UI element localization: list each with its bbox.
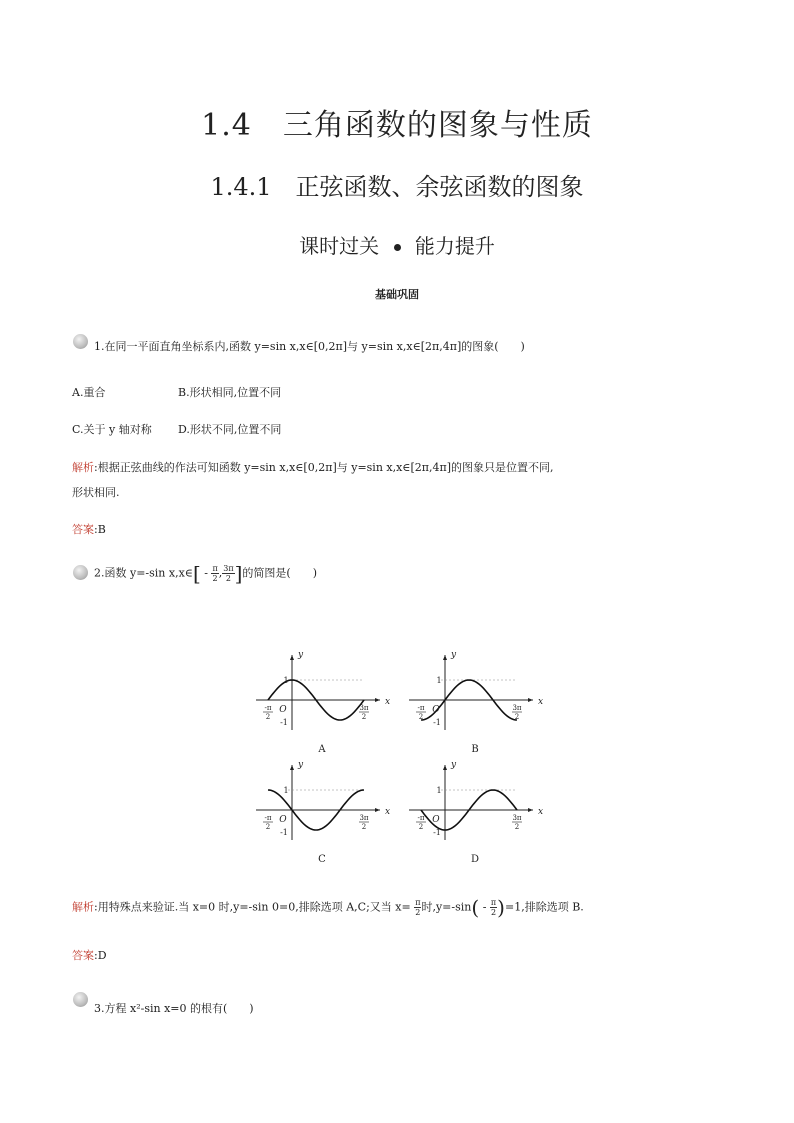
- tick-three-half-pi-num: 3π: [512, 814, 522, 822]
- origin-label: O: [432, 815, 440, 825]
- graph-caption-A: A: [318, 744, 326, 755]
- tick-1: 1: [436, 676, 442, 685]
- option-b: B.形状相同,位置不同: [178, 386, 282, 399]
- subsection-title: 1.4.1 正弦函数、余弦函数的图象: [210, 173, 584, 201]
- bullet-dot: [394, 244, 401, 251]
- tick-three-half-pi-den: 2: [361, 713, 367, 721]
- tick-three-half-pi-den: 2: [361, 823, 367, 831]
- x-label: x: [538, 807, 544, 817]
- fraction: $\frac{\pi}{2}$: [212, 564, 218, 583]
- tick-three-half-pi-num: 3π: [359, 704, 369, 712]
- question-1-text: 1.在同一平面直角坐标系内,函数 y=sin x,x∈[0,2π]与 y=sin x,x∈[2π,4π]的图象( ): [94, 340, 525, 353]
- tick-1: 1: [283, 676, 289, 685]
- question-bullet-icon: [73, 565, 88, 580]
- origin-label: O: [279, 705, 287, 715]
- graph-caption-D: D: [470, 854, 480, 865]
- y-axis-arrow: [443, 655, 447, 660]
- x-axis-arrow: [528, 698, 533, 702]
- y-label: y: [298, 650, 304, 660]
- tick-neg-half-pi-num: -π: [417, 814, 425, 822]
- tick-neg-half-pi-den: 2: [418, 823, 424, 831]
- y-label: y: [451, 650, 457, 660]
- answer-1: 答案:B: [72, 523, 106, 536]
- analysis-1-cont: 形状相同.: [72, 486, 120, 499]
- x-axis-arrow: [375, 698, 380, 702]
- graph-caption-B: B: [471, 744, 479, 755]
- question-bullet-icon: [73, 334, 88, 349]
- y-axis-arrow: [443, 765, 447, 770]
- question-3-text: 3.方程 x²-sin x=0 的根有( ): [94, 1002, 254, 1015]
- option-a: A.重合: [72, 386, 106, 399]
- graph-caption-C: C: [318, 854, 326, 865]
- option-c: C.关于 y 轴对称: [72, 423, 152, 436]
- tick-neg-half-pi-den: 2: [418, 713, 424, 721]
- origin-label: O: [432, 705, 440, 715]
- tick-neg-half-pi-den: 2: [265, 823, 271, 831]
- graph-options: [255, 645, 545, 875]
- question-2-text: 2.函数 y=-sin x,x∈[ - $\frac{\pi}{2}$ , $\frac{3\pi}{2}$ ]的简图是( ): [94, 561, 317, 586]
- y-axis-arrow: [290, 765, 294, 770]
- tick-neg-half-pi-num: -π: [264, 704, 272, 712]
- x-label: x: [385, 697, 391, 707]
- answer-2: 答案:D: [72, 949, 107, 962]
- tick-neg1: -1: [280, 828, 288, 837]
- question-bullet-icon: [73, 992, 88, 1007]
- tick-neg1: -1: [280, 718, 288, 727]
- tick-three-half-pi-den: 2: [514, 823, 520, 831]
- tick-1: 1: [436, 786, 442, 795]
- x-label: x: [538, 697, 544, 707]
- option-d: D.形状不同,位置不同: [178, 423, 282, 436]
- tick-three-half-pi-num: 3π: [512, 704, 522, 712]
- origin-label: O: [279, 815, 287, 825]
- tick-three-half-pi-num: 3π: [359, 814, 369, 822]
- lesson-title: 课时过关 能力提升: [299, 234, 495, 258]
- analysis-2: 解析:用特殊点来验证.当 x=0 时,y=-sin 0=0,排除选项 A,C;又当 x= $\frac{\pi}{2}$ 时,y=-sin( - $\frac{\pi}{2}$ )=1,排除选项 B.: [72, 895, 584, 920]
- tick-neg-half-pi-den: 2: [265, 713, 271, 721]
- x-label: x: [385, 807, 391, 817]
- x-axis-arrow: [375, 808, 380, 812]
- part-title: 基础巩固: [375, 288, 419, 301]
- tick-three-half-pi-den: 2: [514, 713, 520, 721]
- fraction: $\frac{\pi}{2}$: [415, 898, 421, 917]
- section-title: 1.4 三角函数的图象与性质: [201, 108, 593, 143]
- fraction: $\frac{\pi}{2}$: [490, 898, 497, 917]
- x-axis-arrow: [528, 808, 533, 812]
- tick-neg-half-pi-num: -π: [417, 704, 425, 712]
- y-label: y: [298, 760, 304, 770]
- analysis-1: 解析:根据正弦曲线的作法可知函数 y=sin x,x∈[0,2π]与 y=sin x,x∈[2π,4π]的图象只是位置不同,: [72, 461, 554, 474]
- tick-neg-half-pi-num: -π: [264, 814, 272, 822]
- fraction: $\frac{3\pi}{2}$: [223, 564, 234, 583]
- y-axis-arrow: [290, 655, 294, 660]
- tick-1: 1: [283, 786, 289, 795]
- tick-neg1: -1: [433, 718, 441, 727]
- y-label: y: [451, 760, 457, 770]
- tick-neg1: -1: [433, 828, 441, 837]
